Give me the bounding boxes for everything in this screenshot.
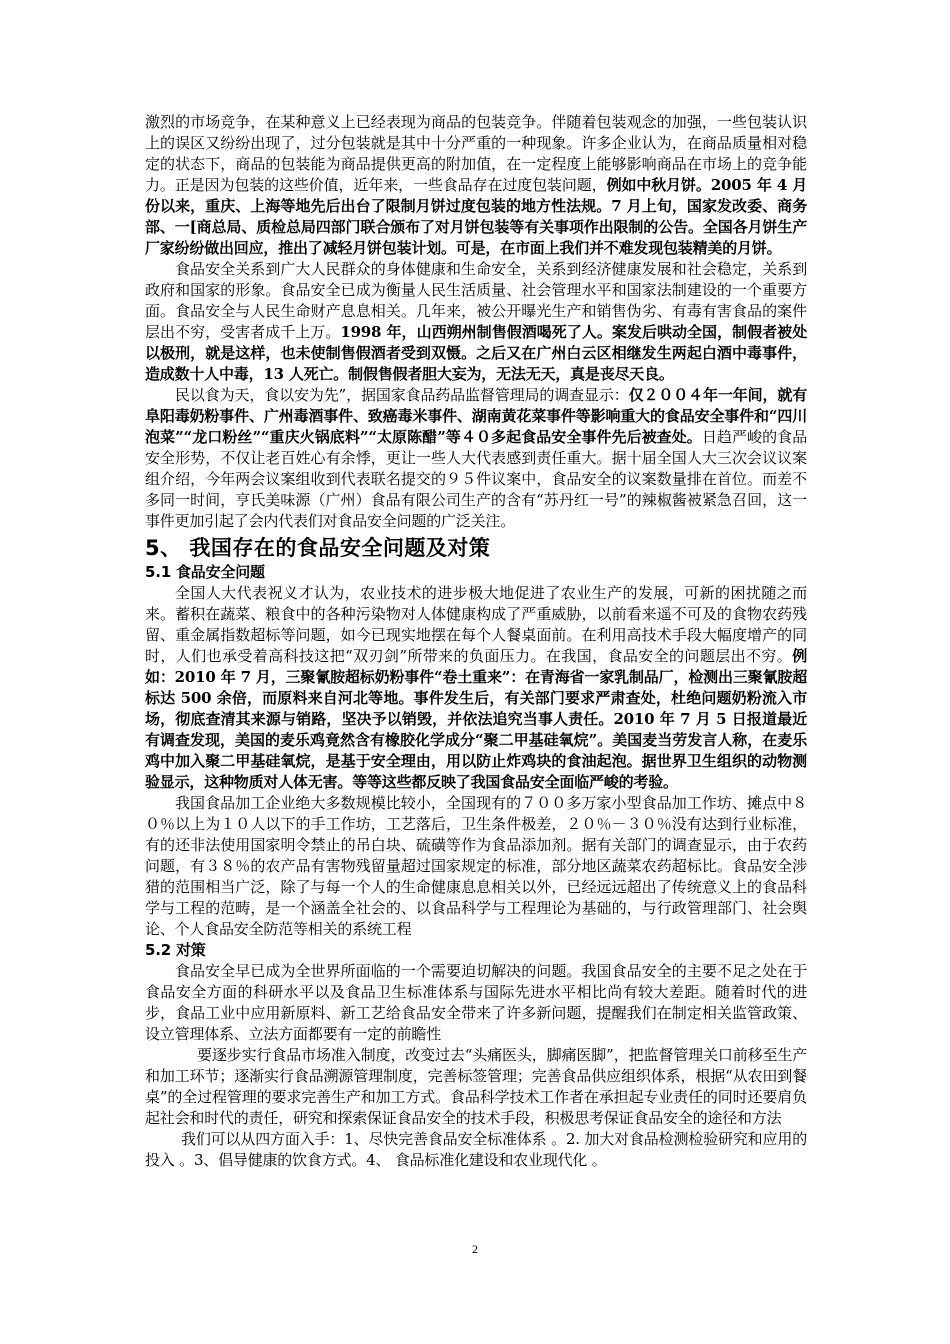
paragraph-text: 激烈的市场竞争，在某种意义上已经表现为商品的包装竞争。伴随着包装观念的加强，一些包装认识上的误区又纷纷出现了，过分包装就是其中十分严重的一种现象。许多企业认为，在商品质量相对稳定的状态下，商品的包装能为商品提供更高的附加值，在一定程度上能够影响商品在市场上的竞争能力。正是因为包装的这些价值，近年来，一些食品存在过度包装问题， — [145, 113, 807, 194]
paragraph-bold-text: 1998 年，山西朔州制售假酒喝死了人。案发后哄动全国，制假者被处以极刑，就是这样，也未使制售假酒者受到双慑。之后又在广州白云区相继发生两起白酒中毒事件，造成数十人中毒，13 人死亡。制假售假者胆大妄为，无法无天，真是丧尽天良。 — [145, 323, 807, 383]
paragraph-packaging — [145, 112, 807, 259]
paragraph-bold-text: 例如：2010 年 7 月，三聚氰胺超标奶粉事件“卷土重来”：在青海省一家乳制品厂，检测出三聚氰胺超标达 500 余倍，而原料来自河北等地。事件发生后，有关部门要求严肃查处，杜绝问题奶粉流入市场，彻底查清其来源与销路，坚决予以销毁，并依法追究当事人责任。2010 年 7 月 5 日报道最近有调查发现，美国的麦乐鸡竟然含有橡胶化学成分“聚二甲基硅氧烷”。美国麦当劳发言人称，在麦乐鸡中加入聚二甲基硅氧烷，是基于安全理由，用以防止炸鸡块的食油起泡。据世界卫生组织的动物测验显示，这种物质对人体无害。等等这些都反映了我国食品安全面临严峻的考验。 — [145, 647, 807, 791]
paragraph-text: 日趋严峻的食品安全形势，不仅让老百姓心有余悸，更让一些人大代表感到责任重大。据十届全国人大三次会议议案组介绍，今年两会议案组收到代表联名提交的９５件议案中，食品安全的议案数量排在首位。而差不多同一时间，亨氏美味源（广州）食品有限公司生产的含有“苏丹红一号”的辣椒酱被紧急召回，这一事件更加引起了会内代表们对食品安全问题的广泛关注。 — [145, 428, 807, 530]
paragraph-text: 民以食为天，食以安为先”，据国家食品药品监督管理局的调查显示： — [175, 386, 629, 404]
page-body — [145, 112, 807, 1171]
paragraph-small-enterprises: 我国食品加工企业绝大多数规模比较小，全国现有的７００多万家小型食品加工作坊、摊点中８０％以上为１０人以下的手工作坊，工艺落后，卫生条件极差，２０％－３０％没有达到行业标准，有的还非法使用国家明令禁止的吊白块、硫磺等作为食品添加剂。据有关部门的调查显示，由于农药问题，有３８％的农产品有害物残留量超过国家规定的标准，部分地区蔬菜农药超标比。食品安全涉猎的范围相当广泛，除了与每一个人的生命健康息息相关以外，已经远远超出了传统意义上的食品科学与工程的范畴，是一个涵盖全社会的、以食品科学与工程理论为基础的，与行政管理部门、社会舆论、个人食品安全防范等相关的系统工程 — [145, 794, 807, 938]
page-number: 2 — [472, 1242, 478, 1256]
paragraph-market-access: 要逐步实行食品市场准入制度，改变过去“头痛医头，脚痛医脚”，把监督管理关口前移至生产和加工环节；逐渐实行食品溯源管理制度，完善标签管理；完善食品供应组织体系，根据“从农田到餐桌”的全过程管理的要求完善生产和加工方式。食品科学技术工作者在承担起专业责任的同时还要肩负起社会和时代的责任，研究和探索保证食品安全的技术手段，积极思考保证食品安全的途径和方法 — [145, 1046, 807, 1127]
paragraph-bold-text: 仅２００４年一年间，就有阜阳毒奶粉事件、广州毒酒事件、致癌毒米事件、湖南黄花菜事件等影响重大的食品安全事件和“四川泡菜”“龙口粉丝”“重庆火锅底料”“太原陈醋”等４０多起食品安全事件先后被查处。 — [145, 386, 807, 446]
subsection-heading-countermeasures: 5.2 对策 — [145, 941, 206, 959]
subsection-heading-problems: 5.1 食品安全问题 — [145, 563, 265, 581]
section-heading: 5、 我国存在的食品安全问题及对策 — [145, 536, 491, 560]
paragraph-food-safety-importance — [145, 259, 807, 385]
paragraph-countermeasures: 食品安全早已成为全世界所面临的一个需要迫切解决的问题。我国食品安全的主要不足之处在于食品安全方面的科研水平以及食品卫生标准体系与国际先进水平相比尚有较大差距。随着时代的进步，食品工业中应用新原料、新工艺给食品安全带来了许多新问题，提醒我们在制定相关监管政策、设立管理体系、立法方面都要有一定的前瞻性 — [145, 962, 807, 1043]
paragraph-problems — [145, 583, 807, 793]
paragraph-text: 全国人大代表祝义才认为，农业技术的进步极大地促进了农业生产的发展，可新的困扰随之而来。蓄积在蔬菜、粮食中的各种污染物对人体健康构成了严重威胁，以前看来遥不可及的食物农药残留、重金属指数超标等问题，如今已现实地摆在每个人餐桌面前。在利用高技术手段大幅度增产的同时，人们也承受着高科技这把“双刃剑”所带来的负面压力。在我国，食品安全的问题层出不穷。 — [145, 584, 807, 665]
paragraph-survey — [145, 385, 807, 532]
paragraph-bold-text: 例如中秋月饼。2005 年 4 月份以来，重庆、上海等地先后出台了限制月饼过度包装的地方性法规。7 月上旬，国家发改委、商务部、一[商总局、质检总局四部门联合颁布了对月饼包装等有关事项作出限制的公告。全国各月饼生产厂家纷纷做出回应，推出了减轻月饼包装计划。可是，在市面上我们并不难发现包装精美的月饼。 — [145, 176, 807, 257]
paragraph-four-aspects: 我们可以从四方面入手：1、尽快完善食品安全标准体系 。2. 加大对食品检测检验研究和应用的投入 。3、倡导健康的饮食方式。4、 食品标准化建设和农业现代化 。 — [145, 1130, 807, 1169]
paragraph-text: 食品安全关系到广大人民群众的身体健康和生命安全，关系到经济健康发展和社会稳定，关系到政府和国家的形象。食品安全已成为衡量人民生活质量、社会管理水平和国家法制建设的一个重要方面。食品安全与人民生命财产息息相关。几年来，被公开曝光生产和销售伪劣、有毒有害食品的案件层出不穷，受害者成千上万。 — [145, 260, 807, 341]
